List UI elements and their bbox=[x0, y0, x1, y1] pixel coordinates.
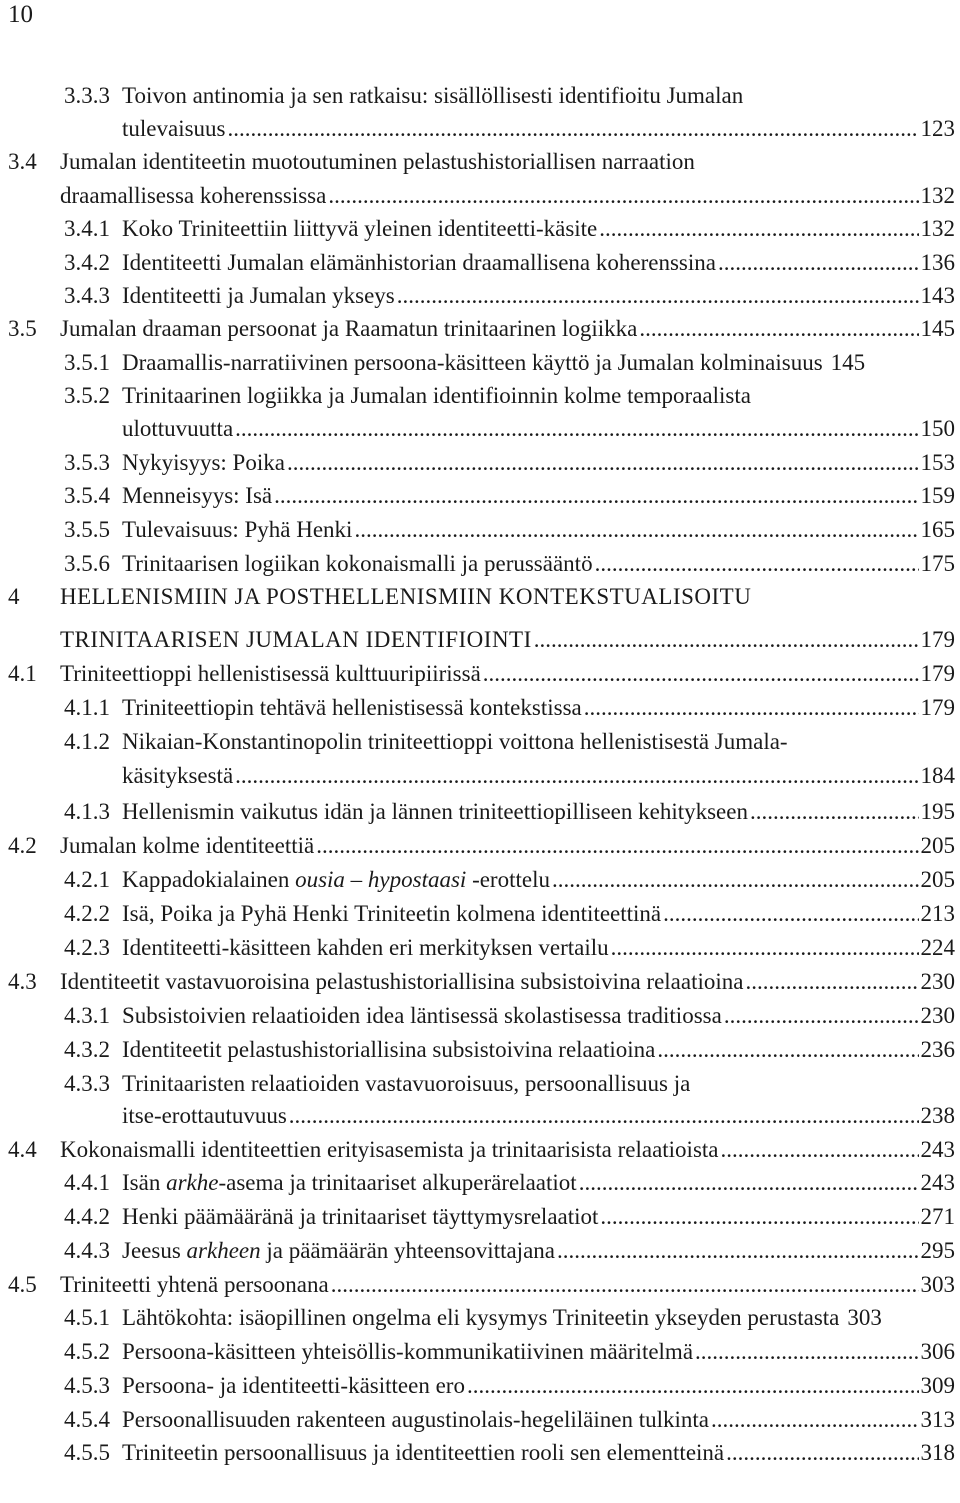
dot-leader bbox=[611, 931, 919, 964]
dot-leader bbox=[287, 446, 919, 479]
toc-entry-number: 4.1.1 bbox=[64, 695, 110, 720]
dot-leader bbox=[328, 179, 918, 212]
toc-entry-title: draamallisessa koherenssissa bbox=[60, 183, 327, 208]
toc-entry-number: 3.3.3 bbox=[64, 83, 110, 108]
italic-term: ousia bbox=[295, 867, 345, 892]
toc-entry-page: 213 bbox=[920, 901, 955, 926]
toc-entry-number: 4.3 bbox=[8, 969, 37, 994]
dot-leader bbox=[331, 1268, 919, 1301]
toc-entry-page: 184 bbox=[920, 763, 955, 788]
toc-entry-number: 4.5 bbox=[8, 1272, 37, 1297]
toc-entry-title: Hellenismin vaikutus idän ja lännen triniteettiopilliseen kehitykseen bbox=[122, 799, 748, 824]
dot-leader bbox=[354, 513, 918, 546]
toc-entry-title: Persoonallisuuden rakenteen augustinolais-hegeliläinen tulkinta bbox=[122, 1407, 709, 1432]
toc-entry-number: 4.3.2 bbox=[64, 1037, 110, 1062]
toc-entry-page: 318 bbox=[920, 1440, 955, 1465]
toc-entry-title: Persoona-käsitteen yhteisöllis-kommunikatiivinen määritelmä bbox=[122, 1339, 694, 1364]
toc-entry-page: 306 bbox=[920, 1339, 955, 1364]
toc-entry-number: 3.5.1 bbox=[64, 350, 110, 375]
toc-entry-page: 143 bbox=[920, 283, 955, 308]
toc-entry-number: 4.2.2 bbox=[64, 901, 110, 926]
toc-entry-title bbox=[122, 863, 550, 896]
toc-entry-page: 303 bbox=[920, 1272, 955, 1297]
dot-leader bbox=[228, 112, 919, 145]
dot-leader bbox=[695, 1335, 918, 1368]
toc-entry-page: 205 bbox=[920, 833, 955, 858]
toc-entry-number: 4.5.1 bbox=[64, 1305, 110, 1330]
toc-entry-page: 132 bbox=[920, 183, 955, 208]
toc-entry-page: 303 bbox=[847, 1305, 882, 1330]
dot-leader bbox=[721, 1133, 919, 1166]
toc-entry-title: Koko Triniteettiin liittyvä yleinen identiteetti-käsite bbox=[122, 216, 598, 241]
dot-leader bbox=[397, 279, 919, 312]
dot-leader bbox=[711, 1403, 919, 1436]
toc-entry-page: 145 bbox=[830, 350, 866, 375]
toc-entry-title: Jumalan draaman persoonat ja Raamatun trinitaarinen logiikka bbox=[60, 316, 638, 341]
toc-entry-title: Trinitaarisen logiikan kokonaismalli ja perussääntö bbox=[122, 551, 593, 576]
toc-entry-title: Triniteettioppi hellenistisessä kulttuuripiirissä bbox=[60, 661, 481, 686]
dot-leader bbox=[639, 312, 918, 345]
toc-entry-number: 4.5.5 bbox=[64, 1440, 110, 1465]
toc-entry-page: 179 bbox=[920, 695, 955, 720]
toc-entry-number: 4.3.1 bbox=[64, 1003, 110, 1028]
dot-leader bbox=[557, 1234, 919, 1267]
toc-entry-number: 4 bbox=[8, 584, 20, 609]
toc-entry-title: Trinitaaristen relaatioiden vastavuoroisuus, persoonallisuus ja bbox=[122, 1071, 691, 1096]
toc-entry-page: 165 bbox=[920, 517, 955, 542]
toc-entry-number: 4.3.3 bbox=[64, 1071, 110, 1096]
toc-entry-title: Nikaian-Konstantinopolin triniteettioppi voittona hellenistisestä Jumala- bbox=[122, 729, 788, 754]
dot-leader bbox=[289, 1099, 919, 1132]
toc-entry-number: 4.5.4 bbox=[64, 1407, 110, 1432]
toc-entry-page: 195 bbox=[920, 799, 955, 824]
toc-entry-title: Nykyisyys: Poika bbox=[122, 450, 285, 475]
toc-entry-number: 4.4 bbox=[8, 1137, 37, 1162]
dot-leader bbox=[316, 829, 918, 862]
toc-entry-title: Jumalan kolme identiteettiä bbox=[60, 833, 315, 858]
toc-entry-page: 175 bbox=[920, 551, 955, 576]
toc-entry-page: 230 bbox=[920, 1003, 955, 1028]
toc-entry-page: 238 bbox=[920, 1103, 955, 1128]
dot-leader bbox=[235, 412, 918, 445]
dot-leader bbox=[724, 999, 919, 1032]
toc-entry-title: tulevaisuus bbox=[122, 116, 226, 141]
toc-entry-title bbox=[122, 1234, 555, 1267]
toc-entry-title: Toivon antinomia ja sen ratkaisu: sisällöllisesti identifioitu Jumalan bbox=[122, 83, 744, 108]
toc-entry-number: 4.4.3 bbox=[64, 1238, 110, 1263]
dot-leader bbox=[235, 759, 918, 792]
toc-entry-title: Triniteettiopin tehtävä hellenistisessä kontekstissa bbox=[122, 695, 582, 720]
toc-entry-number: 4.2.3 bbox=[64, 935, 110, 960]
dot-leader bbox=[750, 795, 919, 828]
toc-entry-title: Identiteetti ja Jumalan ykseys bbox=[122, 283, 395, 308]
toc-entry-page: 150 bbox=[920, 416, 955, 441]
toc-entry-number: 3.4.2 bbox=[64, 250, 110, 275]
toc-entry-page: 230 bbox=[920, 969, 955, 994]
toc-entry-page: 179 bbox=[920, 661, 955, 686]
toc-entry-title: Triniteetin persoonallisuus ja identiteettien rooli sen elementteinä bbox=[122, 1440, 725, 1465]
italic-term: hypostaasi bbox=[367, 867, 467, 892]
toc-entry-number: 3.5.6 bbox=[64, 551, 110, 576]
toc-entry-title: Kokonaismalli identiteettien erityisasemista ja trinitaarisista relaatioista bbox=[60, 1137, 719, 1162]
dot-leader bbox=[595, 547, 919, 580]
toc-entry-title: Tulevaisuus: Pyhä Henki bbox=[122, 517, 353, 542]
toc-entry-page: 309 bbox=[920, 1373, 955, 1398]
dot-leader bbox=[745, 965, 918, 998]
dot-leader bbox=[483, 657, 919, 690]
dot-leader bbox=[657, 1033, 918, 1066]
toc-entry-title: Persoona- ja identiteetti-käsitteen ero bbox=[122, 1373, 465, 1398]
toc-entry-title: HELLENISMIIN JA POSTHELLENISMIIN KONTEKSTUALISOITU bbox=[60, 584, 752, 609]
toc-entry-number: 3.4.3 bbox=[64, 283, 110, 308]
toc-entry-title: Isä, Poika ja Pyhä Henki Triniteetin kolmena identiteettinä bbox=[122, 901, 662, 926]
toc-entry-title: Identiteetit pelastushistoriallisina subsistoivina relaatioina bbox=[122, 1037, 656, 1062]
toc-entry-number: 3.5.4 bbox=[64, 483, 110, 508]
title-fragment: -erottelu bbox=[466, 867, 550, 892]
toc-entry-number: 4.4.2 bbox=[64, 1204, 110, 1229]
toc-entry-number: 4.2 bbox=[8, 833, 37, 858]
toc-entry-number: 3.5.3 bbox=[64, 450, 110, 475]
dot-leader bbox=[600, 1200, 918, 1233]
dot-leader bbox=[274, 479, 918, 512]
toc-entry-page: 159 bbox=[920, 483, 955, 508]
toc-entry-page: 295 bbox=[920, 1238, 955, 1263]
toc-entry-number: 3.5.5 bbox=[64, 517, 110, 542]
dot-leader bbox=[584, 691, 919, 724]
toc-entry-page: 313 bbox=[920, 1407, 955, 1432]
dot-leader bbox=[599, 212, 918, 245]
toc-entry-number: 4.5.3 bbox=[64, 1373, 110, 1398]
toc-entry-number: 4.1 bbox=[8, 661, 37, 686]
toc-entry-page: 132 bbox=[920, 216, 955, 241]
toc-entry-title: Henki päämääränä ja trinitaariset täyttymysrelaatiot bbox=[122, 1204, 599, 1229]
title-fragment: – bbox=[344, 867, 368, 892]
toc-entry-page: 123 bbox=[920, 116, 955, 141]
toc-entry-page: 243 bbox=[920, 1137, 955, 1162]
italic-term: arkheen bbox=[186, 1238, 261, 1263]
toc-entry-number: 3.4.1 bbox=[64, 216, 110, 241]
dot-leader bbox=[552, 863, 919, 896]
toc-entry-number: 4.4.1 bbox=[64, 1170, 110, 1195]
toc-entry-title bbox=[122, 1166, 577, 1199]
toc-entry-title: Jumalan identiteetin muotoutuminen pelastushistoriallisen narraation bbox=[60, 149, 695, 174]
toc-entry-title: Trinitaarinen logiikka ja Jumalan identifioinnin kolme temporaalista bbox=[122, 383, 751, 408]
toc-entry-title: Draamallis-narratiivinen persoona-käsitteen käyttö ja Jumalan kolminaisuus bbox=[122, 350, 823, 375]
toc-entry-number: 4.5.2 bbox=[64, 1339, 110, 1364]
toc-entry-title: Triniteetti yhtenä persoonana bbox=[60, 1272, 329, 1297]
toc-entry-page: 205 bbox=[920, 867, 955, 892]
toc-entry-number: 3.4 bbox=[8, 149, 37, 174]
title-fragment: -asema ja trinitaariset alkuperärelaatiot bbox=[218, 1170, 577, 1195]
toc-entry-title: Menneisyys: Isä bbox=[122, 483, 273, 508]
dot-leader bbox=[663, 897, 918, 930]
italic-term: arkhe bbox=[166, 1170, 219, 1195]
toc-entry-title: Lähtökohta: isäopillinen ongelma eli kysymys Triniteetin ykseyden perustasta bbox=[122, 1305, 840, 1330]
toc-entry-number: 4.1.2 bbox=[64, 729, 110, 754]
toc-entry-page: 153 bbox=[920, 450, 955, 475]
toc-entry-number: 3.5 bbox=[8, 316, 37, 341]
toc-entry-number: 4.2.1 bbox=[64, 867, 110, 892]
toc-entry-page: 136 bbox=[920, 250, 955, 275]
toc-entry-title: itse-erottautuvuus bbox=[122, 1103, 287, 1128]
toc-entry-title: Subsistoivien relaatioiden idea läntisessä skolastisessa traditiossa bbox=[122, 1003, 722, 1028]
toc-entry-title: TRINITAARISEN JUMALAN IDENTIFIOINTI bbox=[60, 627, 532, 652]
title-fragment: Jeesus bbox=[122, 1238, 187, 1263]
toc-entry-title: Identiteetit vastavuoroisina pelastushistoriallisina subsistoivina relaatioina bbox=[60, 969, 744, 994]
dot-leader bbox=[534, 623, 919, 656]
toc-entry-title: Identiteetti-käsitteen kahden eri merkityksen vertailu bbox=[122, 935, 609, 960]
dot-leader bbox=[726, 1436, 918, 1469]
toc-entry-page: 243 bbox=[920, 1170, 955, 1195]
page-number: 10 bbox=[8, 1, 33, 28]
title-fragment: Kappadokialainen bbox=[122, 867, 296, 892]
toc-entry-page: 145 bbox=[920, 316, 955, 341]
title-fragment: ja päämäärän yhteensovittajana bbox=[260, 1238, 555, 1263]
toc-entry-title: käsityksestä bbox=[122, 763, 234, 788]
dot-leader bbox=[467, 1369, 919, 1402]
toc-entry-page: 271 bbox=[920, 1204, 955, 1229]
dot-leader bbox=[718, 246, 919, 279]
toc-entry-page: 224 bbox=[920, 935, 955, 960]
dot-leader bbox=[579, 1166, 919, 1199]
toc-entry-page: 236 bbox=[920, 1037, 955, 1062]
toc-entry-page: 179 bbox=[920, 627, 955, 652]
title-fragment: Isän bbox=[122, 1170, 167, 1195]
toc-entry-number: 3.5.2 bbox=[64, 383, 110, 408]
toc-entry-title: Identiteetti Jumalan elämänhistorian draamallisena koherenssina bbox=[122, 250, 716, 275]
toc-entry-number: 4.1.3 bbox=[64, 799, 110, 824]
toc-entry-title: ulottuvuutta bbox=[122, 416, 234, 441]
